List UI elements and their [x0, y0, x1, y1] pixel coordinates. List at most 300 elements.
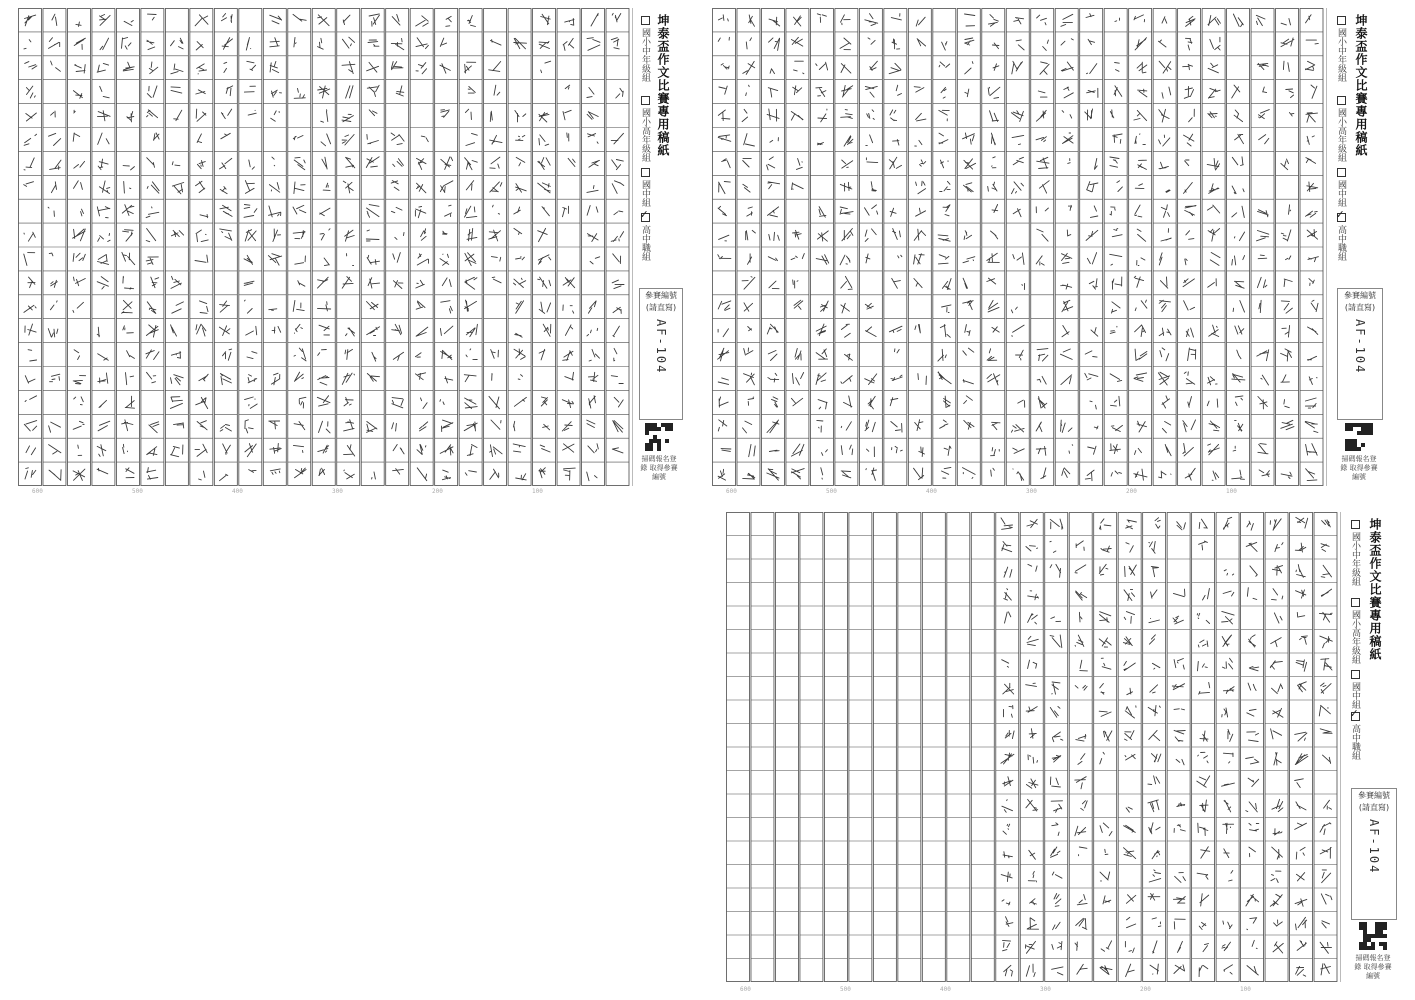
- qr-caption: 掃碼報名登錄 取得參賽編號: [1354, 954, 1392, 980]
- ruler-mark: 300: [1026, 488, 1037, 495]
- handwritten-character: [1050, 564, 1061, 577]
- handwritten-character: [391, 181, 399, 191]
- handwritten-character: [612, 13, 621, 22]
- handwritten-character: [1212, 471, 1219, 480]
- handwritten-character: [367, 302, 379, 310]
- handwritten-character: [1099, 638, 1111, 647]
- handwritten-character: [1248, 683, 1256, 690]
- option-junior-high[interactable]: 國中組: [1349, 670, 1362, 709]
- handwritten-character: [489, 230, 501, 241]
- ruler-mark: 400: [940, 986, 951, 993]
- handwritten-character: [75, 65, 86, 74]
- handwritten-character: [792, 373, 803, 385]
- handwritten-character: [791, 444, 804, 456]
- handwritten-character: [1188, 348, 1196, 361]
- qr-module: [1353, 439, 1357, 443]
- handwritten-character: [1075, 635, 1084, 646]
- handwritten-character: [100, 86, 110, 98]
- handwritten-character: [1124, 825, 1136, 832]
- handwritten-character: [24, 232, 35, 241]
- handwritten-character: [395, 232, 404, 239]
- handwritten-character: [1272, 589, 1283, 600]
- checkbox[interactable]: [1351, 520, 1360, 529]
- handwritten-character: [73, 469, 85, 480]
- handwritten-character: [1013, 469, 1024, 481]
- handwritten-character: [245, 397, 258, 408]
- handwritten-character: [1159, 328, 1171, 336]
- handwritten-character: [245, 444, 256, 457]
- handwritten-character: [220, 301, 230, 312]
- handwritten-character: [988, 87, 1000, 98]
- ruler-mark: 600: [32, 488, 43, 495]
- handwritten-character: [718, 15, 728, 21]
- handwritten-character: [1258, 210, 1269, 217]
- handwritten-character: [942, 42, 947, 51]
- handwritten-character: [81, 209, 84, 216]
- handwritten-character: [1135, 300, 1147, 311]
- checkbox[interactable]: [1351, 598, 1360, 607]
- handwritten-character: [940, 420, 948, 428]
- handwritten-character: [1011, 307, 1017, 313]
- handwritten-character: [221, 109, 231, 119]
- handwritten-character: [1281, 349, 1292, 361]
- handwritten-character: [1134, 276, 1143, 287]
- handwritten-character: [271, 373, 279, 385]
- form-sidebar: [1340, 512, 1407, 982]
- qr-module: [1357, 423, 1361, 427]
- handwritten-character: [127, 112, 134, 122]
- qr-module: [1345, 423, 1349, 427]
- handwritten-character: [818, 109, 827, 122]
- handwritten-character: [514, 421, 515, 431]
- handwritten-character: [1075, 685, 1087, 690]
- handwritten-character: [1224, 965, 1233, 974]
- handwritten-character: [1028, 660, 1037, 668]
- handwritten-character: [767, 469, 779, 481]
- handwritten-character: [1252, 940, 1257, 948]
- handwritten-character: [743, 61, 755, 74]
- handwritten-character: [817, 420, 823, 432]
- handwritten-character: [367, 255, 379, 264]
- handwritten-character: [1111, 396, 1120, 406]
- handwritten-character: [987, 374, 1000, 385]
- handwritten-character: [1003, 824, 1010, 834]
- qr-module: [1383, 942, 1387, 946]
- handwritten-character: [748, 327, 752, 331]
- handwritten-character: [1271, 729, 1282, 739]
- qr-module: [1363, 946, 1367, 950]
- handwritten-character: [898, 255, 902, 258]
- handwritten-character: [1183, 279, 1194, 287]
- handwritten-character: [269, 183, 279, 193]
- handwritten-character: [514, 38, 527, 49]
- handwritten-character: [563, 305, 574, 313]
- ruler-mark: 100: [1226, 488, 1237, 495]
- handwritten-character: [491, 350, 499, 359]
- handwritten-character: [1162, 422, 1170, 433]
- handwritten-character: [942, 467, 951, 478]
- handwritten-character: [866, 327, 877, 337]
- handwritten-character: [465, 471, 476, 476]
- handwritten-character: [393, 159, 404, 167]
- handwritten-character: [124, 182, 131, 194]
- handwritten-character: [1100, 684, 1104, 695]
- option-senior-high[interactable]: ✓高中職組: [639, 213, 652, 261]
- handwritten-character: [1259, 110, 1270, 119]
- handwritten-character: [1323, 755, 1331, 763]
- handwritten-character: [841, 64, 851, 74]
- handwritten-character: [1307, 182, 1318, 192]
- handwritten-character: [1198, 823, 1208, 835]
- ruler-mark: 200: [1126, 488, 1137, 495]
- option-elem-mid[interactable]: 國小中年級組: [639, 16, 652, 82]
- handwritten-character: [1094, 426, 1098, 429]
- handwritten-character: [1248, 778, 1259, 787]
- handwritten-character: [895, 349, 900, 353]
- handwritten-character: [943, 205, 950, 216]
- qr-module: [1363, 930, 1367, 934]
- checkbox[interactable]: [1337, 168, 1346, 177]
- handwritten-character: [172, 162, 180, 166]
- handwritten-character: [97, 277, 108, 289]
- qr-module: [669, 427, 673, 431]
- handwritten-character: [347, 254, 354, 266]
- qr-module: [665, 423, 669, 427]
- handwritten-character: [845, 354, 853, 360]
- handwritten-character: [1137, 258, 1145, 266]
- handwritten-character: [126, 373, 134, 385]
- option-elem-mid[interactable]: 國小中年級組: [1335, 16, 1348, 82]
- handwritten-character: [1004, 567, 1012, 577]
- handwritten-character: [318, 302, 331, 311]
- handwritten-character: [196, 42, 203, 50]
- handwritten-character: [270, 61, 279, 72]
- handwritten-character: [1223, 823, 1234, 833]
- handwritten-character: [440, 254, 449, 265]
- handwritten-character: [614, 348, 617, 361]
- option-elem-high[interactable]: 國小高年級組: [639, 96, 652, 162]
- handwritten-character: [516, 135, 525, 140]
- handwritten-character: [719, 182, 731, 194]
- handwritten-character: [1063, 133, 1074, 144]
- handwritten-character: [345, 230, 355, 241]
- manuscript-page-1: [18, 8, 690, 493]
- handwritten-character: [1054, 894, 1061, 907]
- handwritten-character: [1281, 375, 1289, 382]
- handwritten-character: [367, 85, 379, 96]
- handwritten-character: [611, 38, 619, 49]
- id-label: 參賽編號: [645, 291, 677, 300]
- option-junior-high[interactable]: 國中組: [639, 168, 652, 207]
- qr-module: [1379, 922, 1383, 926]
- handwritten-character: [293, 14, 306, 21]
- handwritten-character: [1068, 159, 1071, 164]
- handwritten-character: [1295, 899, 1307, 907]
- handwritten-character: [1110, 157, 1119, 167]
- option-elem-mid[interactable]: 國小中年級組: [1349, 520, 1362, 586]
- handwritten-character: [587, 88, 594, 98]
- handwritten-character: [98, 111, 111, 121]
- handwritten-character: [294, 37, 296, 47]
- handwritten-character: [1004, 965, 1013, 976]
- handwritten-character: [1319, 612, 1332, 622]
- handwritten-character: [1100, 823, 1112, 836]
- handwritten-character: [1100, 752, 1105, 764]
- handwritten-character: [1222, 658, 1232, 669]
- handwritten-character: [122, 205, 134, 216]
- handwritten-character: [246, 326, 257, 335]
- handwritten-character: [1305, 421, 1318, 432]
- handwritten-character: [24, 40, 31, 49]
- option-senior-high[interactable]: ✓高中職組: [1349, 712, 1362, 760]
- handwritten-character: [220, 425, 231, 432]
- handwritten-character: [417, 158, 427, 169]
- handwritten-character: [1175, 873, 1186, 883]
- handwritten-character: [844, 396, 852, 407]
- handwritten-character: [919, 447, 925, 457]
- handwritten-character: [743, 184, 750, 192]
- handwritten-character: [938, 255, 949, 264]
- handwritten-character: [271, 90, 281, 97]
- option-elem-high[interactable]: 國小高年級組: [1349, 598, 1362, 664]
- handwritten-character: [440, 445, 453, 455]
- qr-module: [1365, 423, 1369, 427]
- handwritten-character: [613, 307, 621, 313]
- checkbox[interactable]: [641, 168, 650, 177]
- handwritten-character: [1296, 590, 1306, 598]
- handwritten-character: [1174, 709, 1185, 710]
- handwritten-character: [1135, 134, 1145, 145]
- checkbox[interactable]: [641, 96, 650, 105]
- handwritten-character: [1126, 895, 1135, 904]
- qr-module: [1359, 922, 1363, 926]
- handwritten-character: [441, 110, 450, 118]
- handwritten-character: [26, 86, 35, 98]
- handwritten-character: [538, 183, 551, 193]
- handwritten-character: [587, 420, 595, 427]
- handwritten-character: [1003, 777, 1013, 786]
- handwritten-character: [322, 157, 327, 169]
- handwritten-character: [1258, 397, 1267, 409]
- handwritten-character: [1232, 206, 1245, 217]
- qr-code-icon: [1345, 423, 1373, 451]
- handwritten-character: [294, 157, 305, 169]
- handwritten-character: [917, 39, 926, 46]
- checkbox[interactable]: [1337, 96, 1346, 105]
- handwritten-character: [1297, 612, 1304, 617]
- handwritten-character: [842, 85, 853, 97]
- handwritten-character: [416, 327, 428, 336]
- handwritten-character: [1247, 588, 1256, 600]
- handwritten-character: [1126, 520, 1137, 529]
- handwritten-character: [965, 14, 975, 26]
- handwritten-character: [1256, 15, 1265, 25]
- checkbox-checked[interactable]: [1337, 213, 1346, 222]
- handwritten-character: [1200, 894, 1209, 906]
- handwritten-character: [1115, 18, 1120, 21]
- checkbox-checked[interactable]: [1351, 712, 1360, 721]
- handwritten-character: [442, 420, 453, 431]
- handwritten-character: [1148, 894, 1160, 901]
- handwritten-character: [1005, 612, 1011, 623]
- handwritten-character: [1257, 63, 1268, 69]
- handwritten-character: [1246, 542, 1257, 551]
- handwritten-character: [324, 258, 329, 266]
- handwritten-character: [172, 183, 183, 194]
- ruler-mark: 100: [532, 488, 543, 495]
- checkbox[interactable]: [641, 16, 650, 25]
- handwritten-character: [1161, 205, 1169, 218]
- handwritten-character: [372, 472, 376, 479]
- handwritten-character: [123, 166, 134, 170]
- handwritten-character: [891, 14, 901, 20]
- handwritten-character: [323, 183, 330, 190]
- handwritten-character: [1050, 541, 1056, 552]
- handwritten-character: [148, 14, 157, 20]
- handwritten-character: [868, 396, 875, 409]
- handwritten-character: [1050, 707, 1060, 718]
- handwritten-character: [1001, 518, 1013, 529]
- option-junior-high[interactable]: 國中組: [1335, 168, 1348, 207]
- handwritten-character: [891, 422, 902, 433]
- qr-module: [1349, 427, 1353, 431]
- handwritten-character: [1185, 259, 1187, 265]
- handwritten-character: [51, 61, 61, 71]
- handwritten-character: [1062, 326, 1069, 337]
- handwritten-character: [100, 15, 111, 26]
- handwritten-character: [965, 89, 969, 97]
- handwritten-character: [123, 326, 134, 333]
- handwritten-character: [440, 64, 450, 73]
- handwritten-character: [24, 421, 36, 431]
- handwritten-character: [1222, 635, 1231, 647]
- handwritten-character: [1085, 351, 1097, 357]
- handwritten-character: [415, 207, 425, 218]
- handwritten-character: [1069, 445, 1073, 454]
- option-senior-high[interactable]: ✓高中職組: [1335, 213, 1348, 261]
- handwritten-character: [791, 37, 802, 46]
- handwritten-character: [963, 257, 975, 263]
- handwritten-character: [1247, 966, 1258, 975]
- checkbox-checked[interactable]: [641, 213, 650, 222]
- handwritten-character: [1274, 613, 1282, 623]
- checkbox[interactable]: [1337, 16, 1346, 25]
- handwritten-character: [1185, 206, 1196, 216]
- handwritten-character: [1029, 729, 1036, 739]
- handwritten-character: [614, 397, 623, 407]
- handwritten-character: [1030, 899, 1037, 905]
- handwritten-character: [1112, 229, 1122, 237]
- handwritten-character: [1208, 279, 1217, 288]
- handwritten-character: [367, 422, 377, 433]
- handwritten-character: [295, 256, 306, 264]
- handwritten-character: [514, 278, 526, 287]
- handwritten-character: [195, 444, 207, 456]
- handwritten-character: [171, 445, 183, 457]
- handwritten-character: [614, 211, 623, 215]
- handwritten-character: [200, 301, 209, 313]
- handwritten-character: [1174, 730, 1185, 741]
- handwritten-character: [48, 207, 54, 216]
- handwritten-character: [26, 446, 36, 455]
- handwritten-character: [367, 374, 379, 382]
- handwritten-character: [489, 396, 500, 408]
- handwritten-character: [1233, 446, 1236, 451]
- handwritten-character: [541, 397, 547, 406]
- handwritten-character: [987, 278, 996, 284]
- handwritten-character: [392, 14, 400, 25]
- handwritten-character: [1013, 209, 1021, 217]
- handwritten-character: [1150, 964, 1159, 974]
- handwritten-character: [1257, 277, 1267, 287]
- handwritten-character: [490, 445, 503, 457]
- handwritten-character: [1281, 472, 1292, 478]
- handwritten-character: [196, 230, 208, 242]
- handwritten-character: [369, 110, 377, 116]
- handwritten-character: [367, 62, 379, 72]
- handwritten-character: [467, 228, 477, 240]
- form-title: 坤泰盃作文比賽專用稿紙: [656, 14, 670, 157]
- handwritten-character: [1013, 157, 1023, 165]
- writing-grid: [18, 8, 630, 486]
- qr-module: [1379, 930, 1383, 934]
- handwritten-character: [914, 87, 924, 92]
- handwritten-character: [1208, 112, 1217, 118]
- handwritten-character: [816, 324, 826, 336]
- handwritten-character: [1135, 205, 1142, 217]
- handwritten-character: [248, 110, 256, 115]
- handwritten-character: [1085, 109, 1093, 120]
- handwritten-character: [172, 302, 184, 313]
- handwritten-character: [1061, 39, 1073, 45]
- handwritten-character: [992, 205, 998, 213]
- handwritten-character: [1306, 40, 1318, 44]
- handwritten-character: [1289, 205, 1291, 215]
- handwritten-character: [1224, 849, 1229, 858]
- handwritten-character: [613, 254, 621, 264]
- handwritten-character: [392, 423, 397, 431]
- handwritten-character: [746, 38, 751, 49]
- handwritten-character: [866, 135, 873, 146]
- handwritten-character: [1261, 375, 1269, 385]
- ruler-mark: 300: [1040, 986, 1051, 993]
- handwritten-character: [1176, 759, 1184, 764]
- handwritten-character: [294, 324, 302, 333]
- handwritten-character: [965, 62, 973, 74]
- handwritten-character: [100, 38, 109, 50]
- handwritten-character: [342, 114, 353, 122]
- handwritten-character: [817, 14, 826, 23]
- qr-module: [1363, 922, 1367, 926]
- handwritten-character: [1012, 135, 1024, 144]
- checkbox[interactable]: [1351, 670, 1360, 679]
- handwritten-character: [964, 420, 974, 429]
- handwritten-character: [1075, 777, 1086, 789]
- handwritten-character: [197, 161, 205, 169]
- qr-module: [1371, 946, 1375, 950]
- handwritten-character: [393, 281, 403, 289]
- handwritten-character: [963, 133, 975, 144]
- handwritten-character: [821, 468, 823, 479]
- handwritten-character: [589, 396, 596, 408]
- handwritten-character: [195, 255, 208, 262]
- handwritten-character: [719, 235, 729, 241]
- handwritten-character: [220, 187, 227, 194]
- handwritten-character: [893, 140, 899, 146]
- handwritten-character: [539, 135, 549, 146]
- option-elem-high[interactable]: 國小高年級組: [1335, 96, 1348, 162]
- handwritten-character: [249, 160, 255, 169]
